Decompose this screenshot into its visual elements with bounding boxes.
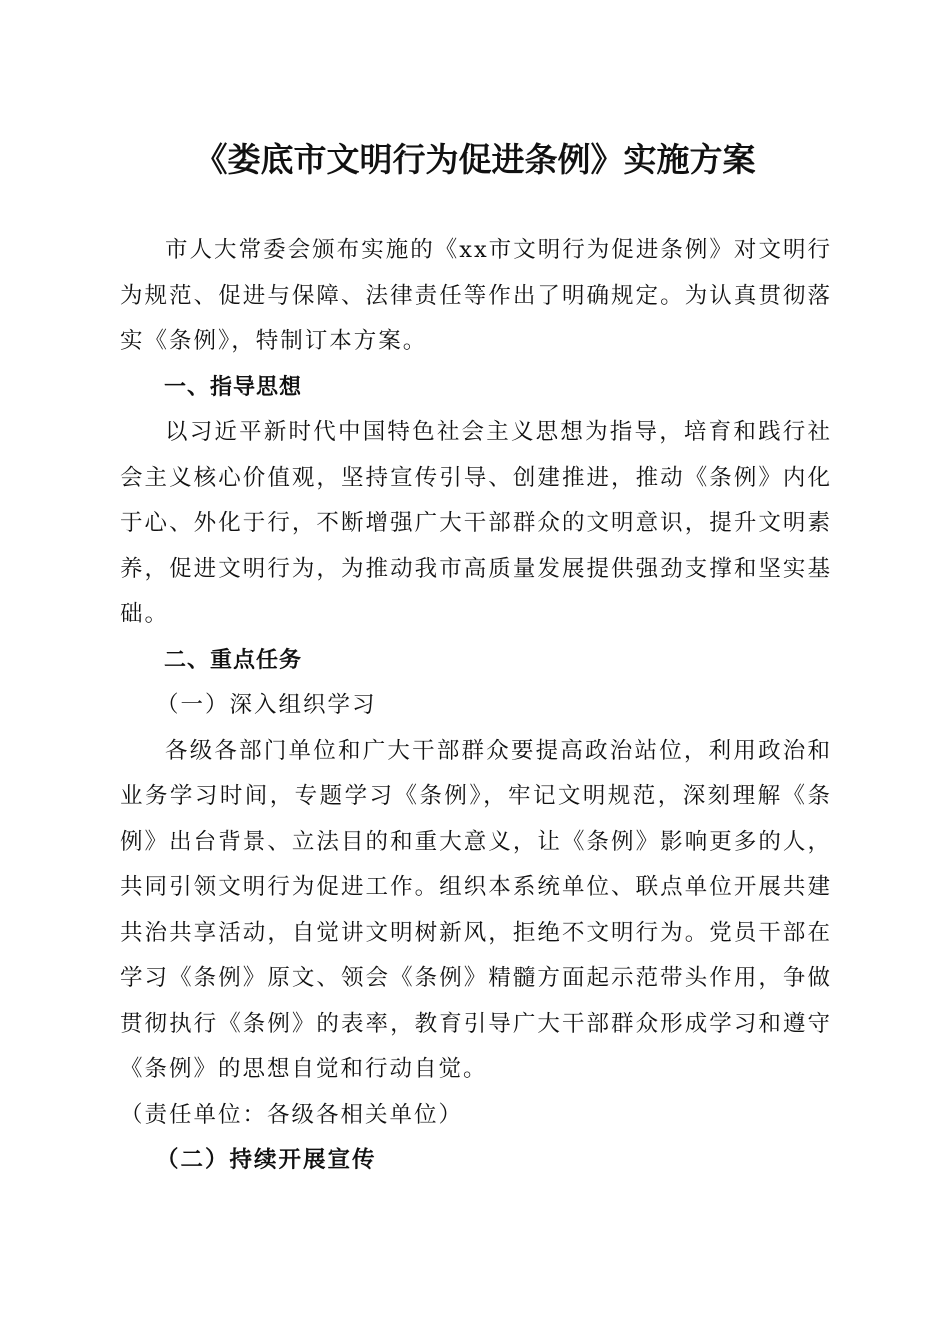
study-paragraph: 各级各部门单位和广大干部群众要提高政治站位，利用政治和业务学习时间，专题学习《条例》，牢记文明规范，深刻理解《条例》出台背景、立法目的和重大意义，让《条例》影响更多的人，共同引领文明行为促进工作。组织本系统单位、联点单位开展共建共治共享活动，自觉讲文明树新风，拒绝不文明行为。党员干部在学习《条例》原文、领会《条例》精髓方面起示范带头作用，争做贯彻执行《条例》的表率，教育引导广大干部群众形成学习和遵守《条例》的思想自觉和行动自觉。 [120,737,832,1082]
section-heading-key-tasks: 二、重点任务 [164,647,303,673]
document-body [120,228,832,1184]
intro-paragraph: 市人大常委会颁布实施的《xx市文明行为促进条例》对文明行为规范、促进与保障、法律责任等作出了明确规定。为认真贯彻落实《条例》，特制订本方案。 [120,237,832,354]
document-title: 《娄底市文明行为促进条例》实施方案 [194,140,756,179]
responsible-units-note: （责任单位：各级各相关单位） [120,1101,464,1128]
subsection-heading-study: （一）深入组织学习 [156,692,377,718]
section-heading-guiding-ideology: 一、指导思想 [164,374,303,400]
guiding-ideology-paragraph: 以习近平新时代中国特色社会主义思想为指导，培育和践行社会主义核心价值观，坚持宣传引导、创建推进，推动《条例》内化于心、外化于行，不断增强广大干部群众的文明意识，提升文明素养，促进文明行为，为推动我市高质量发展提供强劲支撑和坚实基础。 [120,419,832,627]
subsection-heading-publicity: （二）持续开展宣传 [156,1147,377,1173]
